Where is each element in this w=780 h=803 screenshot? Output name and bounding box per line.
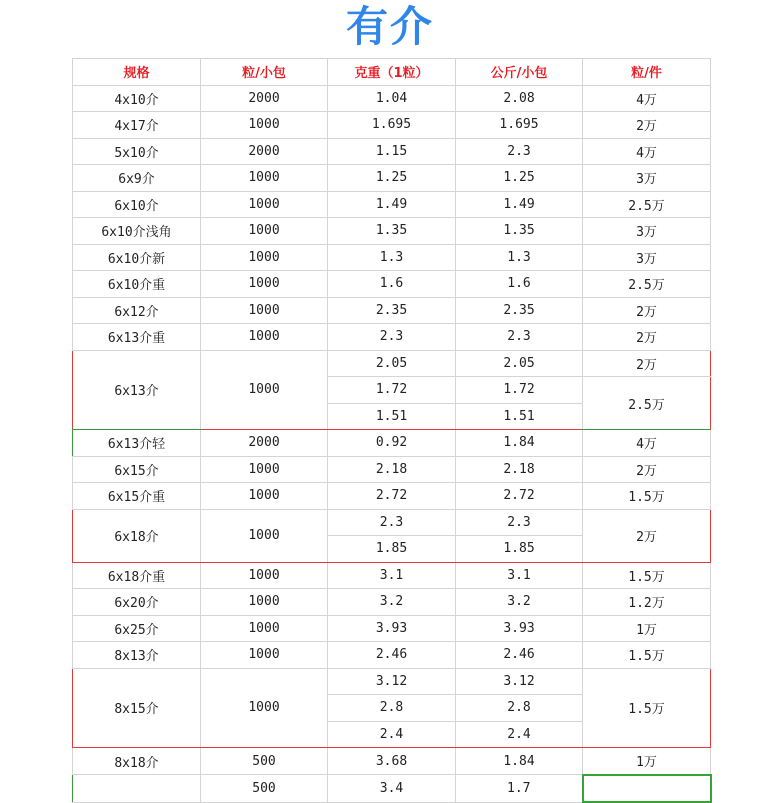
per-cell: 1万 [583, 748, 711, 775]
weight-cell: 2.46 [328, 642, 456, 669]
count-cell: 1000 [201, 165, 328, 192]
per-cell: 1.2万 [583, 589, 711, 616]
per-cell: 1.5万 [583, 642, 711, 669]
weight-cell: 3.93 [328, 615, 456, 642]
kg-cell: 2.05 [456, 350, 583, 377]
kg-cell: 1.51 [456, 403, 583, 430]
spec-cell: 4x17介 [73, 112, 201, 139]
count-cell: 2000 [201, 430, 328, 457]
weight-cell: 1.3 [328, 244, 456, 271]
spec-cell: 6x20介 [73, 589, 201, 616]
weight-cell: 1.04 [328, 85, 456, 112]
spec-cell: 8x13介 [73, 642, 201, 669]
per-cell: 2万 [583, 324, 711, 351]
kg-cell: 3.1 [456, 562, 583, 589]
count-cell: 1000 [201, 324, 328, 351]
per-cell: 3万 [583, 165, 711, 192]
kg-cell: 1.84 [456, 430, 583, 457]
count-cell: 500 [201, 775, 328, 803]
table-row [73, 642, 711, 669]
table-row [73, 324, 711, 351]
header-spec: 规格 [73, 59, 201, 86]
weight-cell: 1.35 [328, 218, 456, 245]
spec-cell: 4x10介 [73, 85, 201, 112]
kg-cell: 1.695 [456, 112, 583, 139]
per-cell: 2万 [583, 509, 711, 562]
weight-cell: 0.92 [328, 430, 456, 457]
weight-cell: 2.05 [328, 350, 456, 377]
per-cell: 2.5万 [583, 377, 711, 430]
table-row [73, 271, 711, 298]
weight-cell: 1.695 [328, 112, 456, 139]
count-cell: 2000 [201, 85, 328, 112]
table-row [73, 668, 711, 695]
count-cell: 1000 [201, 589, 328, 616]
count-cell: 1000 [201, 191, 328, 218]
kg-cell: 2.46 [456, 642, 583, 669]
weight-cell: 3.12 [328, 668, 456, 695]
table-row [73, 430, 711, 457]
kg-cell: 1.72 [456, 377, 583, 404]
per-cell: 1万 [583, 615, 711, 642]
count-cell: 1000 [201, 244, 328, 271]
table-row [73, 191, 711, 218]
count-cell: 1000 [201, 350, 328, 430]
count-cell: 1000 [201, 297, 328, 324]
count-cell: 1000 [201, 483, 328, 510]
count-cell: 1000 [201, 112, 328, 139]
table-row [73, 562, 711, 589]
count-cell: 1000 [201, 509, 328, 562]
kg-cell: 1.35 [456, 218, 583, 245]
count-cell: 1000 [201, 456, 328, 483]
weight-cell: 2.18 [328, 456, 456, 483]
kg-cell: 3.12 [456, 668, 583, 695]
spec-cell: 6x13介轻 [73, 430, 201, 457]
page-title: 有介 [345, 2, 434, 51]
kg-cell: 1.3 [456, 244, 583, 271]
spec-cell: 6x9介 [73, 165, 201, 192]
weight-cell: 3.4 [328, 775, 456, 803]
weight-cell: 2.4 [328, 721, 456, 748]
table-row [73, 85, 711, 112]
weight-cell: 1.49 [328, 191, 456, 218]
count-cell: 1000 [201, 562, 328, 589]
kg-cell: 3.2 [456, 589, 583, 616]
table-row [73, 509, 711, 536]
table-row [73, 456, 711, 483]
spec-cell: 6x18介重 [73, 562, 201, 589]
per-cell: 2.5万 [583, 191, 711, 218]
header-count: 粒/小包 [201, 59, 328, 86]
weight-cell: 2.3 [328, 509, 456, 536]
spec-cell [73, 775, 201, 803]
spec-cell: 6x15介重 [73, 483, 201, 510]
kg-cell: 2.8 [456, 695, 583, 722]
weight-cell: 1.51 [328, 403, 456, 430]
table-row [73, 218, 711, 245]
header-weight: 克重（1粒） [328, 59, 456, 86]
per-cell: 2万 [583, 297, 711, 324]
table-row [73, 138, 711, 165]
kg-cell: 2.18 [456, 456, 583, 483]
spec-cell: 6x10介新 [73, 244, 201, 271]
kg-cell: 2.3 [456, 509, 583, 536]
weight-cell: 1.85 [328, 536, 456, 563]
spec-cell: 8x15介 [73, 668, 201, 748]
table-row [73, 350, 711, 377]
table-row [73, 615, 711, 642]
table-row [73, 483, 711, 510]
per-cell: 2万 [583, 456, 711, 483]
kg-cell: 2.4 [456, 721, 583, 748]
spec-cell: 6x10介重 [73, 271, 201, 298]
spec-cell: 6x12介 [73, 297, 201, 324]
spec-cell: 6x13介重 [73, 324, 201, 351]
per-cell: 1.5万 [583, 562, 711, 589]
weight-cell: 1.25 [328, 165, 456, 192]
weight-cell: 3.1 [328, 562, 456, 589]
spec-cell: 5x10介 [73, 138, 201, 165]
header-kg: 公斤/小包 [456, 59, 583, 86]
weight-cell: 3.2 [328, 589, 456, 616]
spec-cell: 6x10介 [73, 191, 201, 218]
weight-cell: 2.72 [328, 483, 456, 510]
kg-cell: 2.3 [456, 138, 583, 165]
count-cell: 1000 [201, 615, 328, 642]
kg-cell: 3.93 [456, 615, 583, 642]
spec-cell: 6x25介 [73, 615, 201, 642]
spec-cell: 6x15介 [73, 456, 201, 483]
spec-cell: 8x18介 [73, 748, 201, 775]
table-row [73, 589, 711, 616]
kg-cell: 1.84 [456, 748, 583, 775]
per-cell: 2万 [583, 350, 711, 377]
count-cell: 1000 [201, 642, 328, 669]
per-cell: 1.5万 [583, 668, 711, 748]
count-cell: 500 [201, 748, 328, 775]
kg-cell: 1.25 [456, 165, 583, 192]
weight-cell: 2.3 [328, 324, 456, 351]
kg-cell: 1.7 [456, 775, 583, 803]
kg-cell: 2.72 [456, 483, 583, 510]
per-cell: 3万 [583, 244, 711, 271]
table-row [73, 297, 711, 324]
count-cell: 1000 [201, 668, 328, 748]
weight-cell: 1.15 [328, 138, 456, 165]
per-cell: 2.5万 [583, 271, 711, 298]
spec-cell: 6x18介 [73, 509, 201, 562]
kg-cell: 2.35 [456, 297, 583, 324]
header-row [73, 59, 711, 86]
kg-cell: 1.6 [456, 271, 583, 298]
weight-cell: 3.68 [328, 748, 456, 775]
spec-table [72, 58, 712, 803]
header-per: 粒/件 [583, 59, 711, 86]
per-cell: 2万 [583, 112, 711, 139]
kg-cell: 2.3 [456, 324, 583, 351]
per-cell: 3万 [583, 218, 711, 245]
kg-cell: 2.08 [456, 85, 583, 112]
per-cell: 4万 [583, 430, 711, 457]
weight-cell: 2.8 [328, 695, 456, 722]
per-cell: 4万 [583, 85, 711, 112]
table-row [73, 775, 711, 803]
table-row [73, 112, 711, 139]
kg-cell: 1.49 [456, 191, 583, 218]
per-cell: 4万 [583, 138, 711, 165]
table-row [73, 244, 711, 271]
per-cell-selected[interactable] [583, 775, 711, 803]
weight-cell: 2.35 [328, 297, 456, 324]
count-cell: 1000 [201, 271, 328, 298]
spec-cell: 6x10介浅角 [73, 218, 201, 245]
per-cell: 1.5万 [583, 483, 711, 510]
table-row [73, 748, 711, 775]
spec-cell: 6x13介 [73, 350, 201, 430]
weight-cell: 1.72 [328, 377, 456, 404]
weight-cell: 1.6 [328, 271, 456, 298]
count-cell: 2000 [201, 138, 328, 165]
table-row [73, 165, 711, 192]
count-cell: 1000 [201, 218, 328, 245]
kg-cell: 1.85 [456, 536, 583, 563]
